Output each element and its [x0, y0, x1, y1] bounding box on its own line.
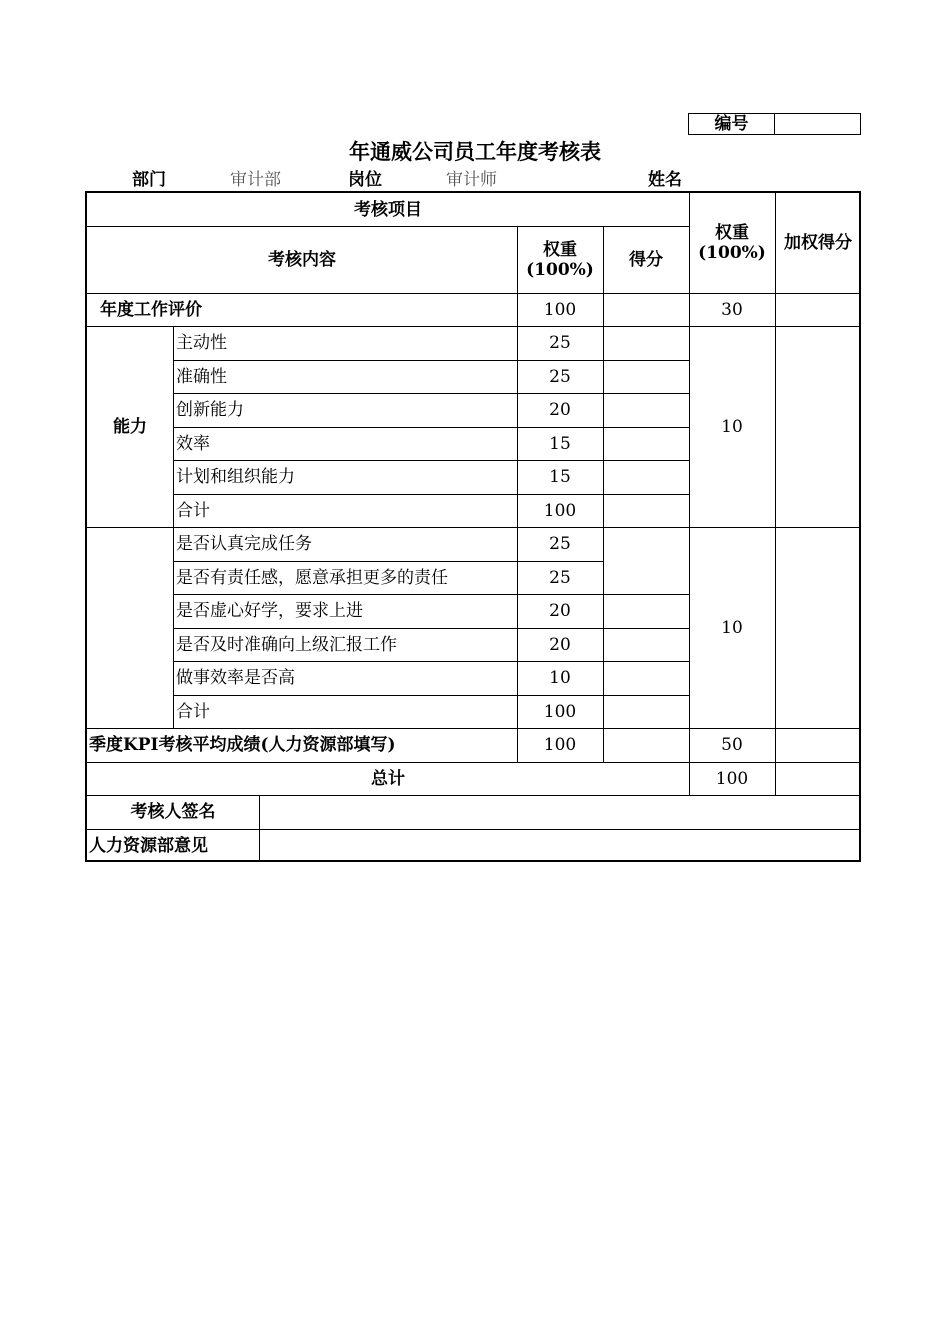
attitude-item-weight: 25 [549, 534, 571, 554]
attitude-item: 是否有责任感，愿意承担更多的责任 [176, 567, 448, 588]
ability-weight-total: 10 [721, 416, 743, 437]
name-label: 姓名 [648, 170, 682, 190]
attitude-item-weight: 20 [549, 601, 571, 621]
header-content: 考核内容 [268, 249, 336, 270]
attitude-item: 是否虚心好学，要求上进 [176, 601, 363, 621]
page-title: 年通威公司员工年度考核表 [349, 139, 601, 164]
kpi-weight: 100 [543, 735, 577, 755]
header-weighted-score: 加权得分 [784, 233, 852, 253]
ability-item: 计划和组织能力 [176, 467, 295, 487]
attitude-subtotal: 合计 [176, 701, 210, 722]
total-weight: 100 [715, 768, 749, 789]
header-weight-total: 权重 (100%) [698, 223, 766, 263]
ability-item-weight: 25 [549, 366, 571, 387]
assessment-table [85, 191, 861, 862]
ability-item-weight: 25 [549, 333, 571, 353]
attitude-item: 做事效率是否高 [176, 668, 295, 688]
attitude-subtotal-weight: 100 [543, 701, 577, 722]
attitude-weight-total: 10 [721, 617, 743, 638]
post-value: 审计师 [446, 170, 497, 190]
header-weight: 权重 (100%) [526, 239, 594, 280]
ability-item-weight: 15 [549, 467, 571, 487]
header-project: 考核项目 [354, 199, 422, 220]
ability-subtotal: 合计 [176, 500, 210, 521]
annual-label: 年度工作评价 [100, 299, 202, 320]
code-box [688, 113, 861, 135]
ability-item: 创新能力 [176, 400, 244, 420]
hr-opinion-label: 人力资源部意见 [89, 835, 208, 856]
reviewer-signature-field[interactable] [259, 795, 859, 829]
ability-subtotal-weight: 100 [543, 500, 577, 521]
dept-label: 部门 [132, 170, 166, 190]
kpi-weight-total: 50 [721, 735, 743, 755]
attitude-label [87, 527, 173, 728]
ability-item-weight: 15 [549, 433, 571, 454]
reviewer-signature-label: 考核人签名 [130, 802, 216, 822]
post-label: 岗位 [348, 170, 382, 190]
attitude-item-weight: 10 [549, 668, 571, 688]
attitude-item-weight: 20 [549, 634, 571, 655]
dept-value: 审计部 [230, 170, 281, 190]
ability-item-weight: 20 [549, 400, 571, 420]
code-label: 编号 [689, 114, 775, 134]
ability-item: 主动性 [176, 333, 227, 353]
hr-opinion-field[interactable] [259, 829, 859, 862]
attitude-item-weight: 25 [549, 567, 571, 588]
annual-weight-total: 30 [721, 299, 743, 320]
attitude-item: 是否及时准确向上级汇报工作 [176, 634, 397, 655]
annual-weight: 100 [543, 299, 577, 320]
ability-item: 效率 [176, 433, 210, 454]
header-score: 得分 [629, 249, 663, 270]
kpi-label: 季度KPI考核平均成绩(人力资源部填写) [89, 735, 396, 755]
total-label: 总计 [371, 768, 405, 789]
ability-item: 准确性 [176, 366, 227, 387]
attitude-item: 是否认真完成任务 [176, 534, 312, 554]
code-value[interactable] [775, 114, 860, 134]
ability-label: 能力 [113, 416, 147, 437]
